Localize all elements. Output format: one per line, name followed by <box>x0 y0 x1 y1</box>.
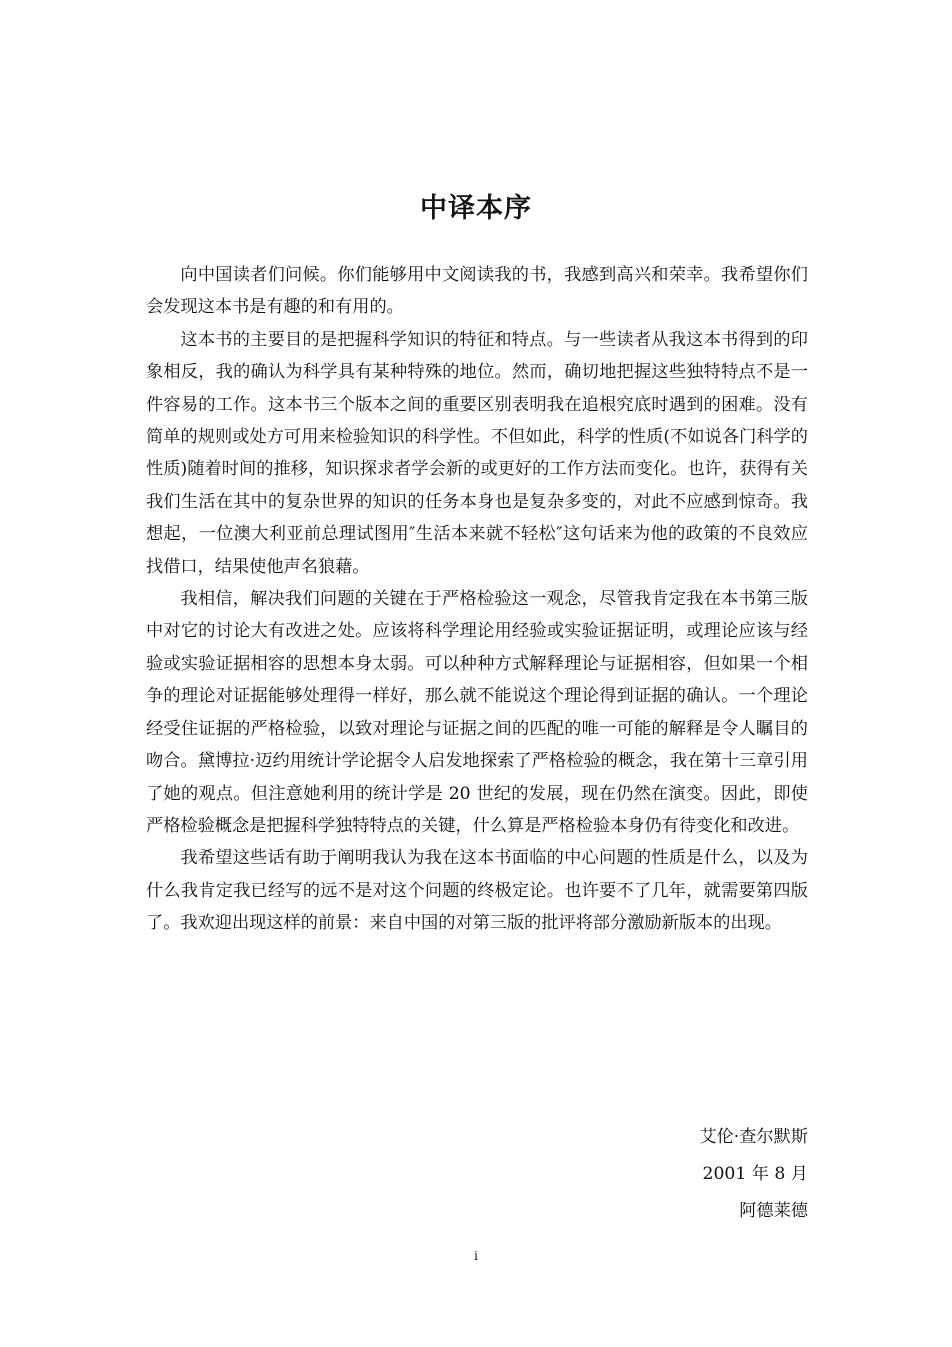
preface-body <box>146 259 808 940</box>
page-title: 中译本序 <box>420 193 532 224</box>
signature-block <box>699 1119 808 1230</box>
paragraph-3: 我相信，解决我们问题的关键在于严格检验这一观念，尽管我肯定我在本书第三版中对它的讨论大有改进之处。应该将科学理论用经验或实验证据证明，或理论应该与经验或实验证据相容的思想本身太弱。可以种种方式解释理论与证据相容，但如果一个相争的理论对证据能够处理得一样好，那么就不能说这个理论得到证据的确认。一个理论经受住证据的严格检验，以致对理论与证据之间的匹配的唯一可能的解释是令人瞩目的吻合。黛博拉·迈约用统计学论据令人启发地探索了严格检验的概念，我在第十三章引用了她的观点。但注意她利用的统计学是 20 世纪的发展，现在仍然在演变。因此，即使严格检验概念是把握科学独特特点的关键，什么算是严格检验本身仍有待变化和改进。 <box>146 589 808 836</box>
signature-place: 阿德莱德 <box>739 1201 808 1221</box>
paragraph-4: 我希望这些话有助于阐明我认为我在这本书面临的中心问题的性质是什么，以及为什么我肯定我已经写的远不是对这个问题的终极定论。也许要不了几年，就需要第四版了。我欢迎出现这样的前景：来自中国的对第三版的批评将部分激励新版本的出现。 <box>146 848 808 934</box>
signature-date: 2001 年 8 月 <box>702 1164 808 1184</box>
paragraph-2: 这本书的主要目的是把握科学知识的特征和特点。与一些读者从我这本书得到的印象相反，我的确认为科学具有某种特殊的地位。然而，确切地把握这些独特特点不是一件容易的工作。这本书三个版本之间的重要区别表明我在追根究底时遇到的困难。没有简单的规则或处方可用来检验知识的科学性。不但如此，科学的性质(不如说各门科学的性质)随着时间的推移，知识探求者学会新的或更好的工作方法而变化。也许，获得有关我们生活在其中的复杂世界的知识的任务本身也是复杂多变的，对此不应感到惊奇。我想起，一位澳大利亚前总理试图用″生活本来就不轻松″这句话来为他的政策的不良效应找借口，结果使他声名狼藉。 <box>146 329 808 577</box>
page-number: i <box>474 1249 478 1263</box>
paragraph-1: 向中国读者们问候。你们能够用中文阅读我的书，我感到高兴和荣幸。我希望你们会发现这本书是有趣的和有用的。 <box>146 265 808 318</box>
author-name: 艾伦·查尔默斯 <box>699 1127 808 1147</box>
